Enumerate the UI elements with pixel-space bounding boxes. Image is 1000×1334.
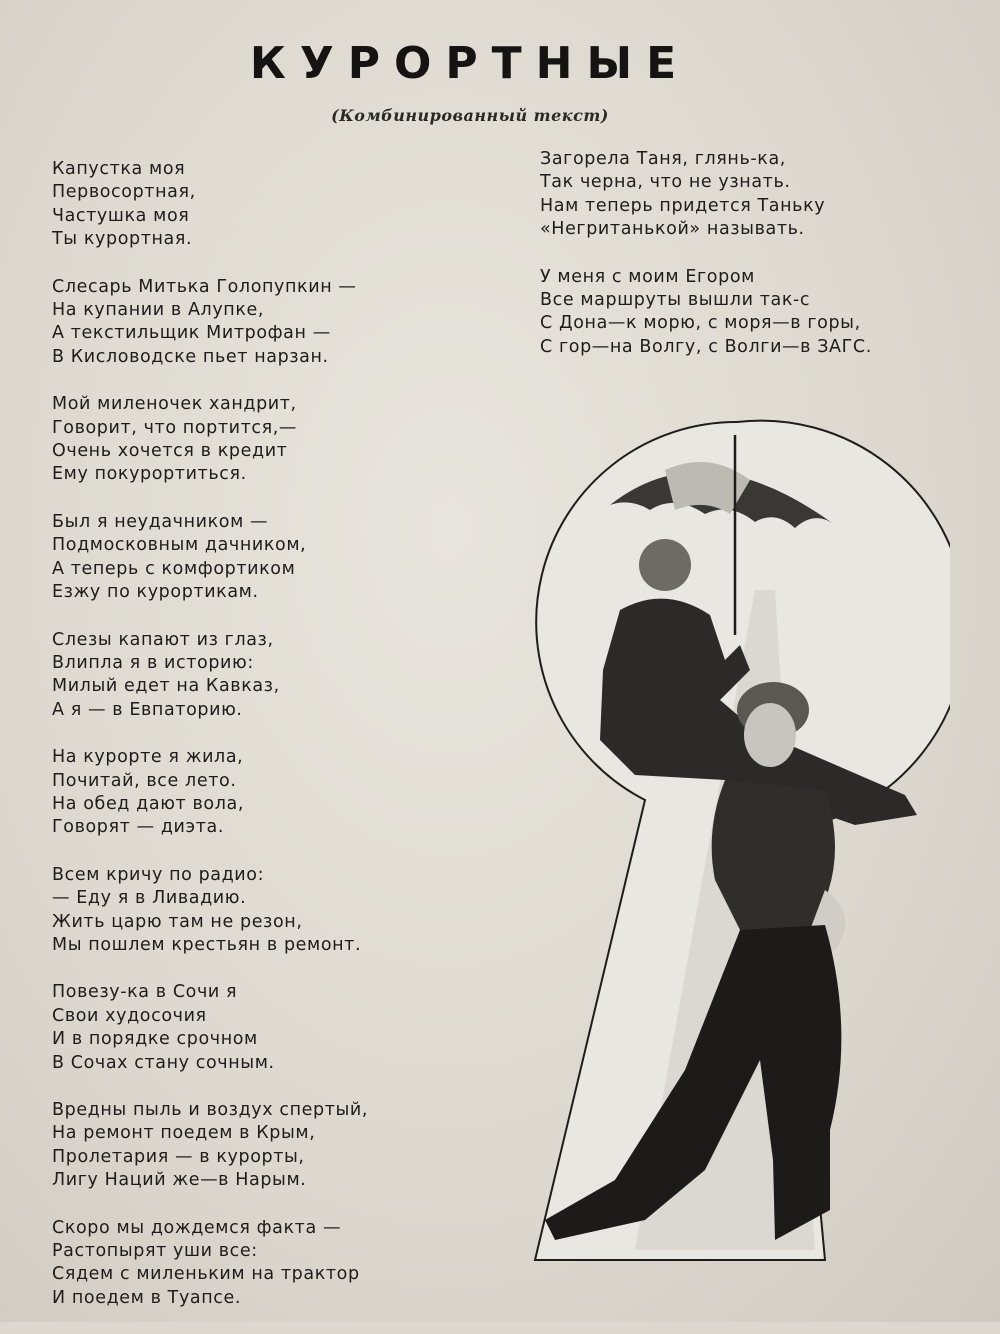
stanza xyxy=(52,981,492,1075)
standing-face xyxy=(744,703,796,767)
verse-line: Почитай, все лето. xyxy=(52,770,237,791)
verse-line: В Кисловодске пьет нарзан. xyxy=(52,346,329,367)
verse-line: Все маршруты вышли так-с xyxy=(540,290,811,311)
verse-line: «Негританькой» называть. xyxy=(540,219,805,240)
verse-line: Мой миленочек хандрит, xyxy=(52,394,297,415)
verse-line: Частушка моя xyxy=(52,205,190,226)
verse-line: Ему покурортиться. xyxy=(52,464,247,485)
verse-line: — Еду я в Ливадию. xyxy=(52,888,247,909)
verse-line: А текстильщик Митрофан — xyxy=(52,323,331,344)
stanza xyxy=(52,746,492,840)
left-column xyxy=(52,158,492,1334)
verse-line: В Сочах стану сочным. xyxy=(52,1052,275,1073)
verse-line: Лигу Наций же—в Нарым. xyxy=(52,1170,307,1191)
stanza xyxy=(52,864,492,958)
verse-line: Пролетария — в курорты, xyxy=(52,1146,305,1167)
verse-line: Вредны пыль и воздух спертый, xyxy=(52,1100,369,1120)
verse-line: Загорела Таня, глянь-ка, xyxy=(540,149,786,169)
verse-line: С гор—на Волгу, с Волги—в ЗАГС. xyxy=(540,336,872,357)
verse-line: Подмосковным дачником, xyxy=(52,535,307,556)
verse-line: Ты курортная. xyxy=(52,229,193,250)
stanza xyxy=(52,1217,492,1311)
verse-line: Слезы капают из глаз, xyxy=(52,629,274,650)
verse-line: Говорят — диэта. xyxy=(52,817,225,838)
verse-line: Очень хочется в кредит xyxy=(52,441,288,462)
verse-line: И в порядке срочном xyxy=(52,1029,258,1050)
verse-line: На купании в Алупке, xyxy=(52,300,265,321)
verse-line: Слесарь Митька Голопупкин — xyxy=(52,276,357,297)
page-title: КУРОРТНЫЕ xyxy=(249,38,691,89)
stanza xyxy=(52,276,492,370)
verse-line: Скоро мы дождемся факта — xyxy=(52,1217,342,1238)
verse-line: А теперь с комфортиком xyxy=(52,558,296,579)
verse-line: Сядем с миленьким на трактор xyxy=(52,1264,360,1285)
verse-line: Свои худосочия xyxy=(52,1005,207,1026)
stanza xyxy=(52,629,492,723)
verse-line: Влипла я в историю: xyxy=(52,652,254,673)
verse-line: Так черна, что не узнать. xyxy=(540,172,791,193)
stanza xyxy=(52,158,492,252)
figure-head xyxy=(639,539,691,591)
verse-line: И поедем в Туапсе. xyxy=(52,1287,242,1308)
verse-line: Первосортная, xyxy=(52,182,196,203)
verse-line: Повезу-ка в Сочи я xyxy=(52,982,238,1003)
verse-line: С Дона—к морю, с моря—в горы, xyxy=(540,313,861,334)
page-subtitle: (Комбинированный текст) xyxy=(331,106,609,125)
verse-line: Всем кричу по радио: xyxy=(52,864,265,885)
verse-line: Говорит, что портится,— xyxy=(52,417,298,438)
stanza xyxy=(52,511,492,605)
verse-line: На ремонт поедем в Крым, xyxy=(52,1123,316,1144)
verse-line: А я — в Евпаторию. xyxy=(52,699,243,720)
verse-line: Был я неудачником — xyxy=(52,511,269,532)
verse-line: Капустка моя xyxy=(52,159,186,179)
stanza xyxy=(52,393,492,487)
verse-line: На курорте я жила, xyxy=(52,747,244,768)
stanza xyxy=(52,1099,492,1193)
verse-line: Езжу по курортикам. xyxy=(52,582,259,603)
verse-line: Мы пошлем крестьян в ремонт. xyxy=(52,934,362,955)
right-column xyxy=(540,148,960,383)
verse-line: Милый едет на Кавказ, xyxy=(52,676,280,697)
verse-line: У меня с моим Егором xyxy=(540,266,755,287)
stanza xyxy=(540,148,960,242)
keyhole-photo-collage-icon xyxy=(525,410,950,1270)
verse-line: Жить царю там не резон, xyxy=(52,911,303,932)
stanza xyxy=(540,266,960,360)
verse-line: Растопырят уши все: xyxy=(52,1241,258,1262)
verse-line: Нам теперь придется Таньку xyxy=(540,195,826,216)
verse-line: На обед дают вола, xyxy=(52,793,244,814)
